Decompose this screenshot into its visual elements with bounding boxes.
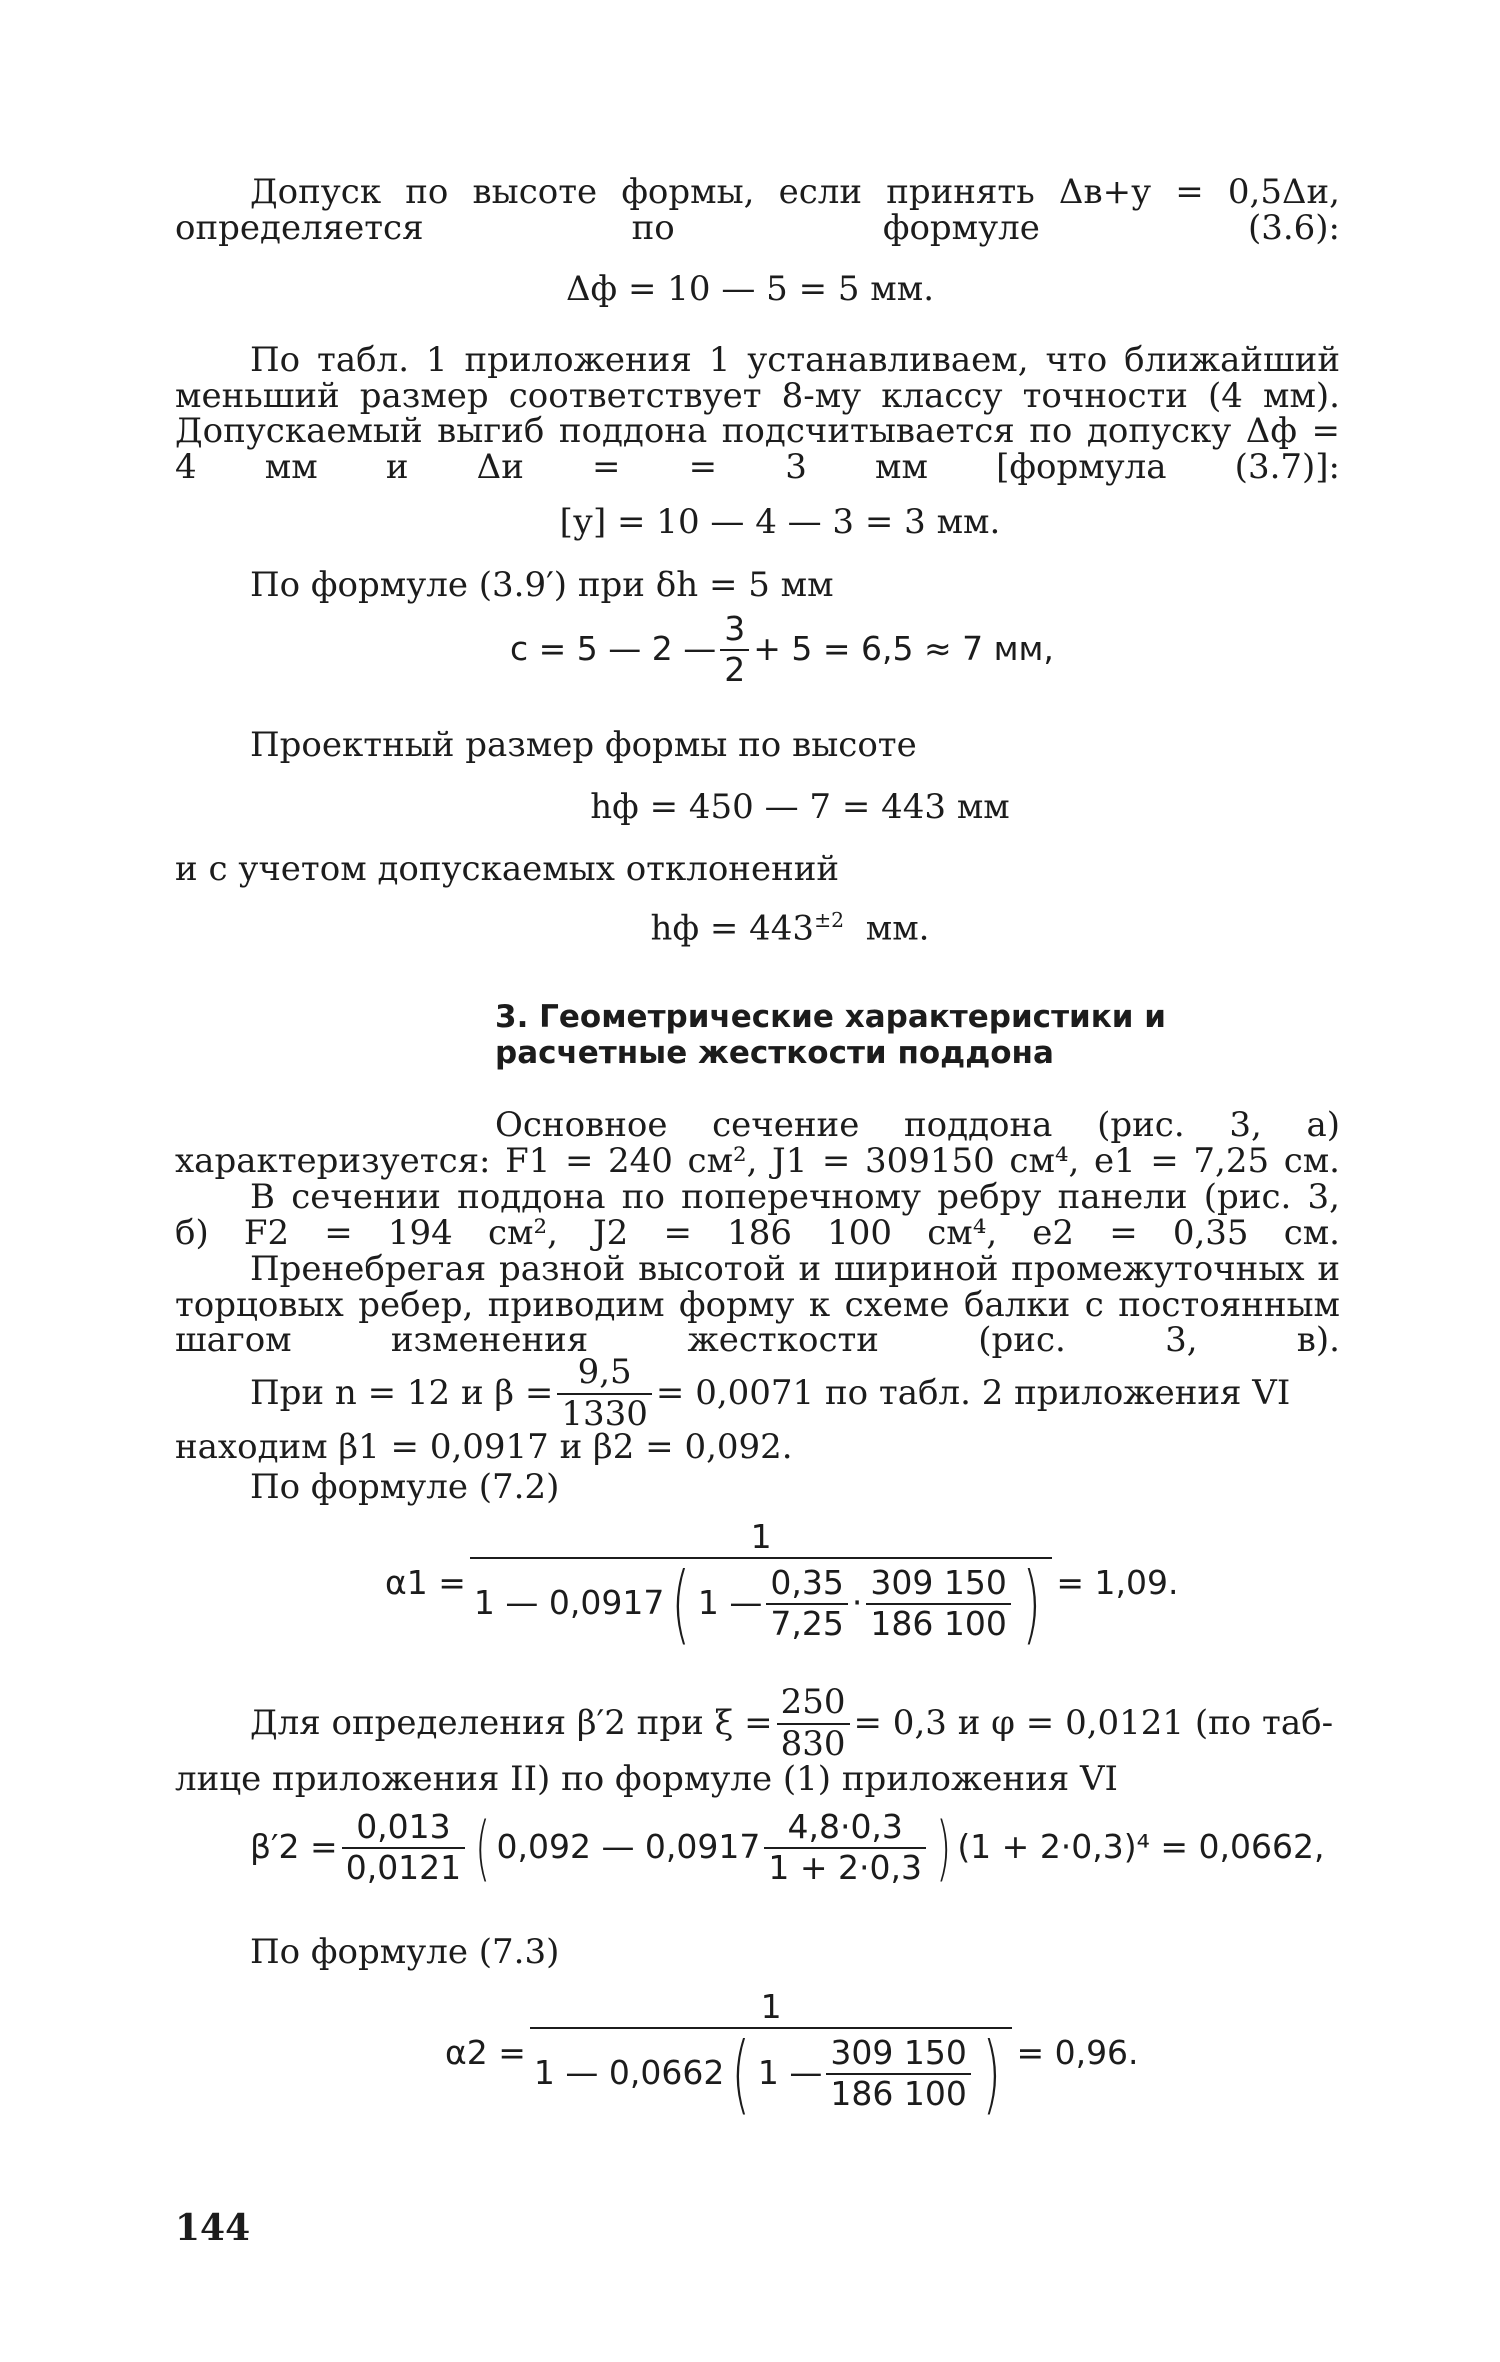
paragraph-table-1: По табл. 1 приложения 1 устанавливаем, что ближайший меньший размер соответствует 8-му классу точности (4 мм). Допускаемый выгиб поддона подсчитывается по допуску Δф = 4 мм и Δи = = 3 мм [формула (3.7)]: bbox=[175, 340, 1340, 488]
paragraph-beta-2: Для определения β′2 при ξ = $\frac{250}{830}$ = 0,3 и φ = 0,0121 (по таб- bbox=[250, 1682, 1334, 1764]
paragraph-design-size: Проектный размер формы по высоте bbox=[250, 725, 917, 765]
paragraph-formula-73: По формуле (7.3) bbox=[250, 1932, 560, 1972]
paragraph-formula-72: По формуле (7.2) bbox=[250, 1467, 560, 1507]
equation-alpha-1: α1 = 1 1 — 0,0917 ( 1 — $\frac{0,35}{7,25}$ · $\frac{309 150}{186 100}$ ) = 1,09. bbox=[385, 1517, 1179, 1654]
paragraph-table-2: лице приложения II) по формуле (1) приложения VI bbox=[175, 1759, 1118, 1799]
paragraph-cross-rib: В сечении поддона по поперечному ребру панели (рис. 3, б) F2 = 194 см², J2 = 186 100 см⁴, e2 = 0,35 см. bbox=[175, 1177, 1340, 1253]
paragraph-deviations: и с учетом допускаемых отклонений bbox=[175, 849, 840, 889]
paragraph-beta: При n = 12 и β = $\frac{9,5}{1330}$ = 0,0071 по табл. 2 приложения VI bbox=[250, 1352, 1291, 1434]
equation-c: с = 5 — 2 — $\frac{3}{2}$ + 5 = 6,5 ≈ 7 мм, bbox=[510, 609, 1054, 689]
paragraph-main-section: Основное сечение поддона (рис. 3, а) характеризуется: F1 = 240 см², J1 = 309150 см⁴, e1 = 7,25 см. bbox=[175, 1105, 1340, 1181]
equation-bend: [у] = 10 — 4 — 3 = 3 мм. bbox=[559, 502, 1001, 542]
paragraph-beta-values: находим β1 = 0,0917 и β2 = 0,092. bbox=[175, 1427, 793, 1467]
equation-h-f-tolerance: hф = $443^{\pm 2}$ мм. bbox=[650, 908, 930, 949]
paragraph-tolerance: Допуск по высоте формы, если принять Δв+у = 0,5Δи, определяется по формуле (3.6): bbox=[175, 172, 1340, 248]
equation-beta-2: β′2 = $\frac{0,013}{0,0121}$ ( 0,092 — 0,0917 $\frac{4,8\cdot 0,3}{1 + 2\cdot 0,3}$ ) (1 + 2·0,3)⁴ = 0,0662, bbox=[250, 1806, 1325, 1889]
equation-delta-f: Δф = 10 — 5 = 5 мм. bbox=[565, 269, 935, 309]
equation-h-f: hф = 450 — 7 = 443 мм bbox=[590, 787, 1010, 827]
section-heading: 3. Геометрические характеристики и расчетные жесткости поддона bbox=[495, 999, 1167, 1071]
equation-alpha-2: α2 = 1 1 — 0,0662 ( 1 — $\frac{309 150}{186 100}$ ) = 0,96. bbox=[445, 1987, 1139, 2124]
paragraph-neglecting: Пренебрегая разной высотой и шириной промежуточных и торцовых ребер, приводим форму к схеме балки с постоянным шагом изменения жесткости (рис. 3, в). bbox=[175, 1249, 1340, 1361]
page-number: 144 bbox=[175, 2207, 251, 2249]
paragraph-formula-39: По формуле (3.9′) при δh = 5 мм bbox=[250, 565, 834, 605]
